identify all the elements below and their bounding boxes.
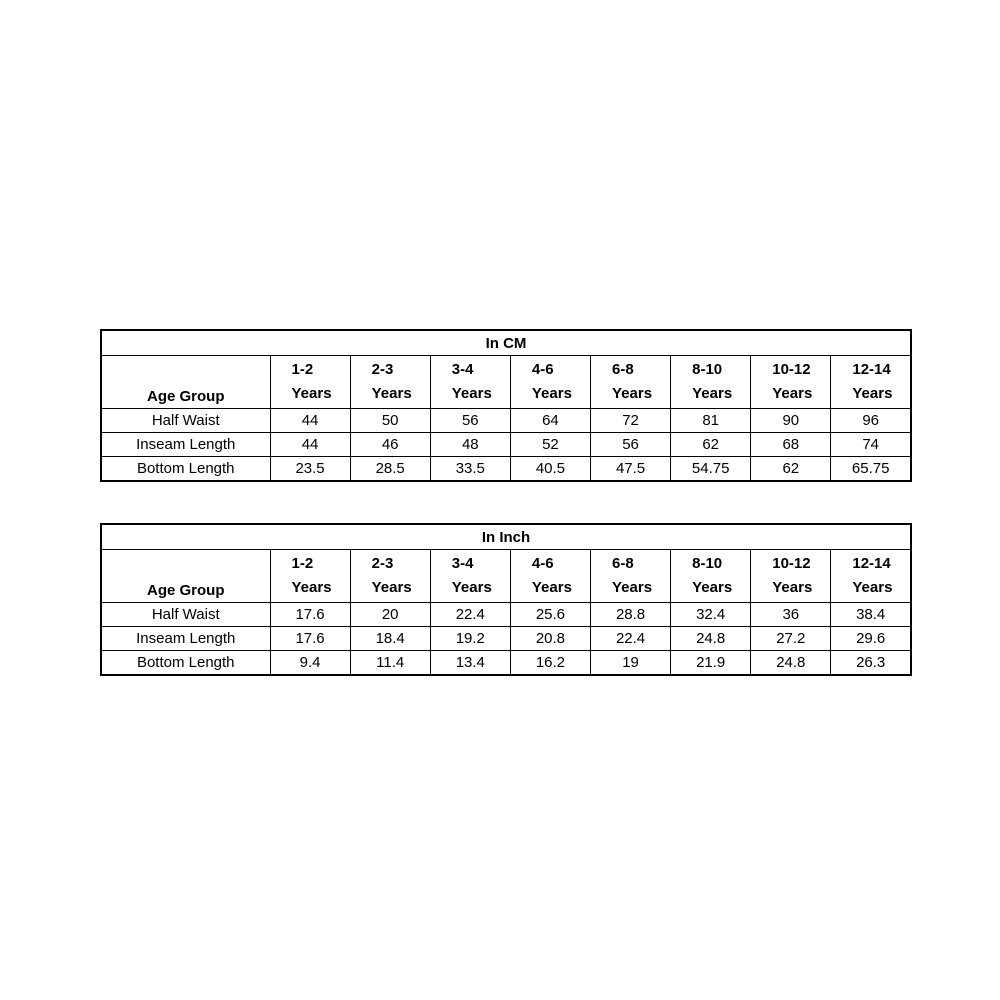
table-cell: 17.6 <box>270 603 350 627</box>
age-group-header: Age Group <box>101 356 270 409</box>
table-cell: 96 <box>831 409 911 433</box>
table-cell: 90 <box>751 409 831 433</box>
table-cell: 25.6 <box>510 603 590 627</box>
table-cell: 21.9 <box>671 651 751 676</box>
row-label: Half Waist <box>101 603 270 627</box>
age-column-header: 3-4 Years <box>430 356 510 409</box>
table-row <box>101 603 911 627</box>
table-cell: 54.75 <box>671 457 751 482</box>
age-column-header: 10-12 Years <box>751 550 831 603</box>
table-cell: 24.8 <box>671 627 751 651</box>
table-title: In Inch <box>101 524 911 550</box>
table-cell: 9.4 <box>270 651 350 676</box>
table-cell: 44 <box>270 433 350 457</box>
table-row <box>101 627 911 651</box>
table-row <box>101 457 911 482</box>
header-row <box>101 356 911 409</box>
header-row <box>101 550 911 603</box>
age-column-header: 2-3 Years <box>350 356 430 409</box>
table-cell: 24.8 <box>751 651 831 676</box>
table-cell: 28.5 <box>350 457 430 482</box>
table-cell: 22.4 <box>430 603 510 627</box>
table-cell: 56 <box>430 409 510 433</box>
table-cell: 74 <box>831 433 911 457</box>
table-cell: 65.75 <box>831 457 911 482</box>
age-column-header: 12-14 Years <box>831 356 911 409</box>
age-column-header: 8-10 Years <box>671 356 751 409</box>
age-column-header: 1-2 Years <box>270 550 350 603</box>
age-column-header: 2-3 Years <box>350 550 430 603</box>
table-cell: 33.5 <box>430 457 510 482</box>
table-title-row <box>101 330 911 356</box>
table-cell: 17.6 <box>270 627 350 651</box>
row-label: Inseam Length <box>101 627 270 651</box>
table-cell: 44 <box>270 409 350 433</box>
table-cell: 52 <box>510 433 590 457</box>
table-cell: 50 <box>350 409 430 433</box>
table-cell: 56 <box>591 433 671 457</box>
row-label: Bottom Length <box>101 457 270 482</box>
age-group-header: Age Group <box>101 550 270 603</box>
age-column-header: 6-8 Years <box>591 550 671 603</box>
table-cell: 29.6 <box>831 627 911 651</box>
table-cell: 19.2 <box>430 627 510 651</box>
table-cell: 62 <box>751 457 831 482</box>
table-cell: 40.5 <box>510 457 590 482</box>
table-cell: 19 <box>591 651 671 676</box>
table-cell: 48 <box>430 433 510 457</box>
table-cell: 81 <box>671 409 751 433</box>
table-title-row <box>101 524 911 550</box>
table-cell: 62 <box>671 433 751 457</box>
table-cell: 64 <box>510 409 590 433</box>
age-column-header: 6-8 Years <box>591 356 671 409</box>
table-cell: 18.4 <box>350 627 430 651</box>
size-table-inch <box>100 523 912 676</box>
table-cell: 16.2 <box>510 651 590 676</box>
table-cell: 27.2 <box>751 627 831 651</box>
age-column-header: 3-4 Years <box>430 550 510 603</box>
table-cell: 11.4 <box>350 651 430 676</box>
table-cell: 26.3 <box>831 651 911 676</box>
age-column-header: 10-12 Years <box>751 356 831 409</box>
table-cell: 23.5 <box>270 457 350 482</box>
row-label: Inseam Length <box>101 433 270 457</box>
row-label: Bottom Length <box>101 651 270 676</box>
table-cell: 46 <box>350 433 430 457</box>
table-cell: 22.4 <box>591 627 671 651</box>
table-cell: 13.4 <box>430 651 510 676</box>
table-cell: 20 <box>350 603 430 627</box>
table-row <box>101 651 911 676</box>
row-label: Half Waist <box>101 409 270 433</box>
table-cell: 68 <box>751 433 831 457</box>
age-column-header: 4-6 Years <box>510 356 590 409</box>
size-table-cm <box>100 329 912 482</box>
table-cell: 47.5 <box>591 457 671 482</box>
age-column-header: 8-10 Years <box>671 550 751 603</box>
age-column-header: 1-2 Years <box>270 356 350 409</box>
table-cell: 28.8 <box>591 603 671 627</box>
table-row <box>101 433 911 457</box>
table-cell: 20.8 <box>510 627 590 651</box>
table-cell: 38.4 <box>831 603 911 627</box>
age-column-header: 4-6 Years <box>510 550 590 603</box>
table-cell: 32.4 <box>671 603 751 627</box>
table-cell: 72 <box>591 409 671 433</box>
table-row <box>101 409 911 433</box>
table-cell: 36 <box>751 603 831 627</box>
table-title: In CM <box>101 330 911 356</box>
age-column-header: 12-14 Years <box>831 550 911 603</box>
